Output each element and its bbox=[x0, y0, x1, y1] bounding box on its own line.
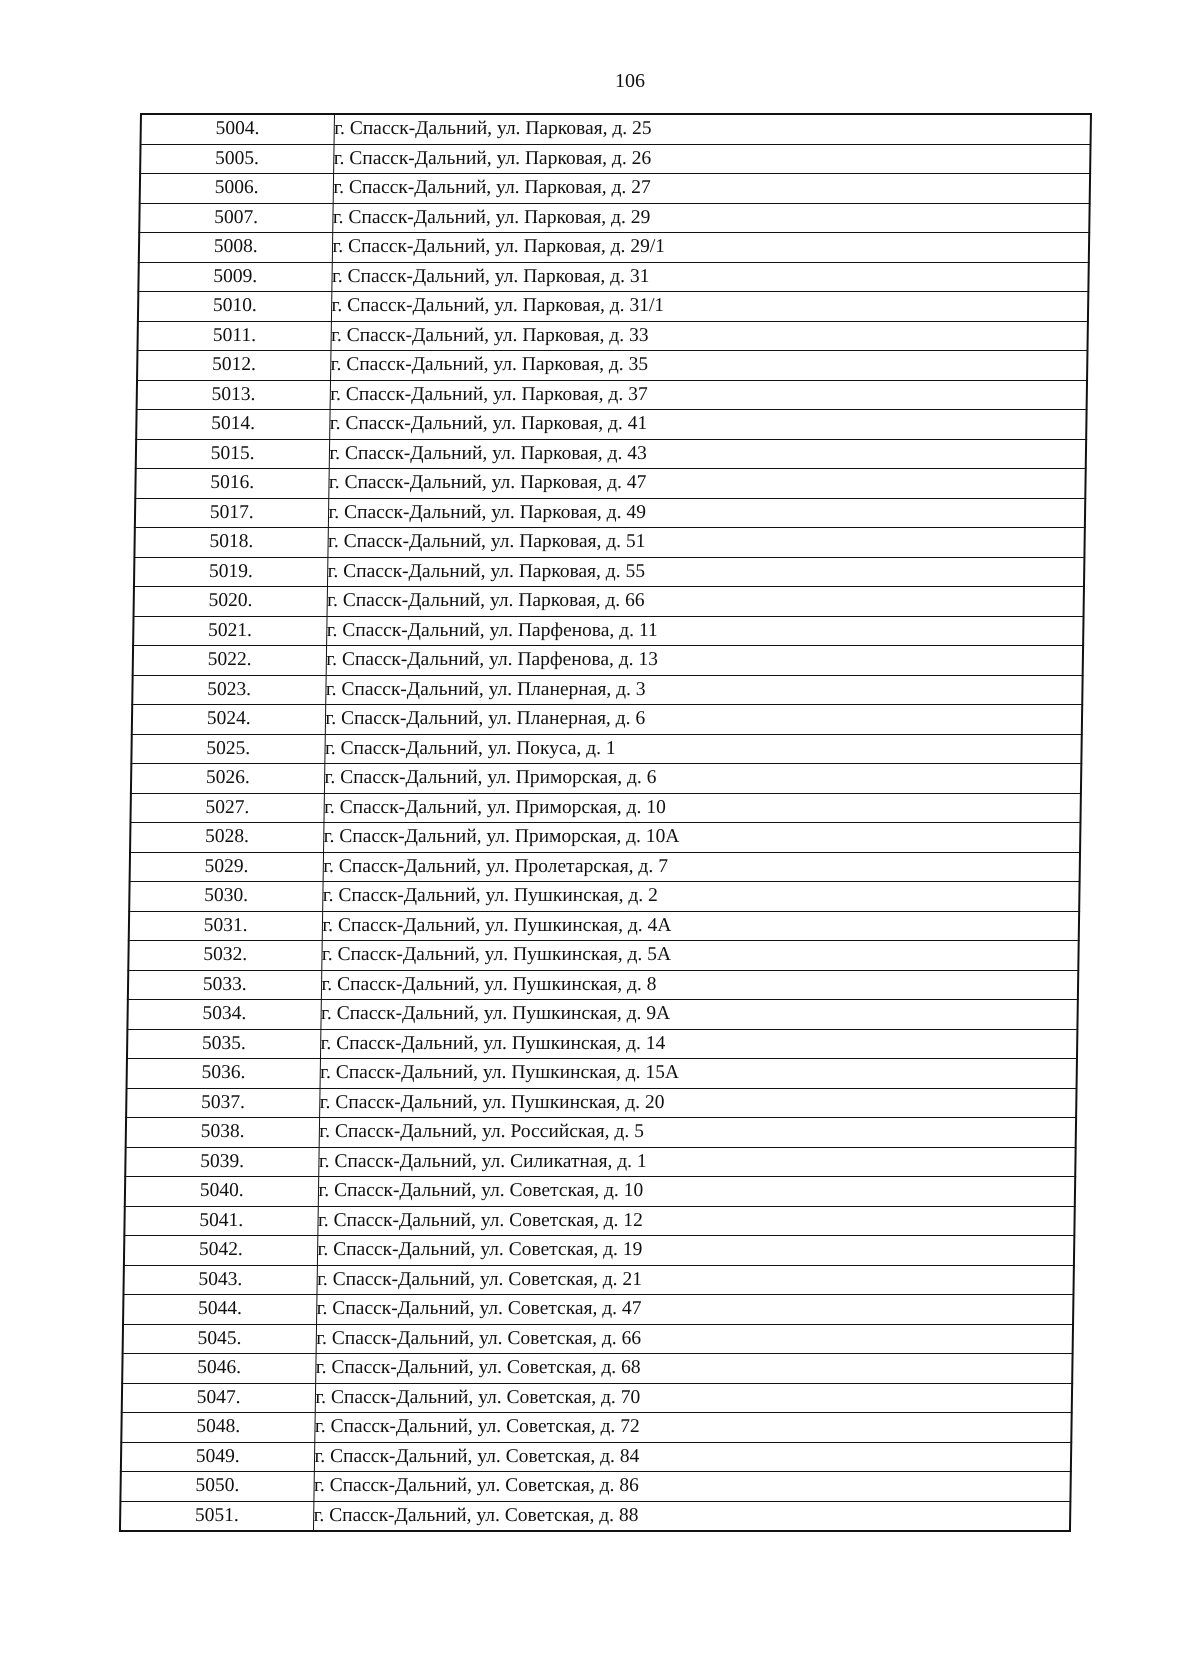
address-cell: г. Спасск-Дальний, ул. Советская, д. 10 bbox=[318, 1177, 1075, 1207]
table-row bbox=[135, 469, 1085, 499]
address-cell: г. Спасск-Дальний, ул. Советская, д. 21 bbox=[316, 1265, 1073, 1295]
address-cell: г. Спасск-Дальний, ул. Планерная, д. 6 bbox=[325, 705, 1082, 735]
address-cell: г. Спасск-Дальний, ул. Парковая, д. 29/1 bbox=[332, 233, 1089, 263]
row-number-cell: 5031. bbox=[129, 911, 322, 941]
table-row bbox=[135, 498, 1085, 528]
row-number-cell: 5024. bbox=[132, 705, 325, 735]
row-number-cell: 5008. bbox=[139, 233, 332, 263]
address-cell: г. Спасск-Дальний, ул. Парковая, д. 26 bbox=[333, 144, 1090, 174]
address-cell: г. Спасск-Дальний, ул. Советская, д. 70 bbox=[315, 1383, 1072, 1413]
row-number-cell: 5007. bbox=[139, 203, 332, 233]
table-row bbox=[127, 1059, 1077, 1089]
row-number-cell: 5011. bbox=[137, 321, 330, 351]
table-row bbox=[136, 439, 1086, 469]
address-cell: г. Спасск-Дальний, ул. Парковая, д. 33 bbox=[330, 321, 1087, 351]
row-number-cell: 5027. bbox=[130, 793, 323, 823]
row-number-cell: 5035. bbox=[127, 1029, 320, 1059]
table-row bbox=[134, 557, 1084, 587]
address-cell: г. Спасск-Дальний, ул. Парковая, д. 51 bbox=[327, 528, 1084, 558]
table-row bbox=[130, 793, 1080, 823]
row-number-cell: 5047. bbox=[122, 1383, 315, 1413]
address-cell: г. Спасск-Дальний, ул. Приморская, д. 6 bbox=[324, 764, 1081, 794]
address-cell: г. Спасск-Дальний, ул. Пушкинская, д. 8 bbox=[321, 970, 1078, 1000]
row-number-cell: 5051. bbox=[120, 1501, 313, 1531]
row-number-cell: 5013. bbox=[137, 380, 330, 410]
row-number-cell: 5014. bbox=[136, 410, 329, 440]
address-cell: г. Спасск-Дальний, ул. Силикатная, д. 1 bbox=[318, 1147, 1075, 1177]
table-row bbox=[137, 351, 1087, 381]
row-number-cell: 5026. bbox=[131, 764, 324, 794]
address-cell: г. Спасск-Дальний, ул. Советская, д. 19 bbox=[317, 1236, 1074, 1266]
address-cell: г. Спасск-Дальний, ул. Российская, д. 5 bbox=[319, 1118, 1076, 1148]
row-number-cell: 5019. bbox=[134, 557, 327, 587]
table-row bbox=[140, 174, 1090, 204]
address-cell: г. Спасск-Дальний, ул. Парковая, д. 37 bbox=[330, 380, 1087, 410]
address-cell: г. Спасск-Дальний, ул. Парковая, д. 27 bbox=[333, 174, 1090, 204]
address-table bbox=[119, 113, 1092, 1532]
address-cell: г. Спасск-Дальний, ул. Пушкинская, д. 2 bbox=[322, 882, 1079, 912]
table-row bbox=[129, 882, 1079, 912]
table-row bbox=[125, 1147, 1075, 1177]
row-number-cell: 5029. bbox=[130, 852, 323, 882]
address-cell: г. Спасск-Дальний, ул. Пушкинская, д. 4А bbox=[322, 911, 1079, 941]
address-cell: г. Спасск-Дальний, ул. Советская, д. 47 bbox=[316, 1295, 1073, 1325]
row-number-cell: 5038. bbox=[126, 1118, 319, 1148]
row-number-cell: 5025. bbox=[131, 734, 324, 764]
row-number-cell: 5048. bbox=[121, 1413, 314, 1443]
table-row bbox=[138, 262, 1088, 292]
table-row bbox=[120, 1472, 1070, 1502]
table-row bbox=[141, 114, 1091, 144]
row-number-cell: 5006. bbox=[140, 174, 333, 204]
table-row bbox=[126, 1088, 1076, 1118]
table-row bbox=[122, 1383, 1072, 1413]
row-number-cell: 5049. bbox=[121, 1442, 314, 1472]
address-cell: г. Спасск-Дальний, ул. Парковая, д. 25 bbox=[334, 114, 1091, 144]
row-number-cell: 5042. bbox=[124, 1236, 317, 1266]
table-row bbox=[121, 1413, 1071, 1443]
table-row bbox=[138, 292, 1088, 322]
address-cell: г. Спасск-Дальний, ул. Пушкинская, д. 5А bbox=[321, 941, 1078, 971]
address-cell: г. Спасск-Дальний, ул. Приморская, д. 10А bbox=[323, 823, 1080, 853]
row-number-cell: 5022. bbox=[133, 646, 326, 676]
address-cell: г. Спасск-Дальний, ул. Парковая, д. 55 bbox=[327, 557, 1084, 587]
address-cell: г. Спасск-Дальний, ул. Советская, д. 72 bbox=[314, 1413, 1071, 1443]
table-row bbox=[134, 528, 1084, 558]
address-cell: г. Спасск-Дальний, ул. Пушкинская, д. 15А bbox=[320, 1059, 1077, 1089]
table-row bbox=[128, 941, 1078, 971]
table-row bbox=[126, 1118, 1076, 1148]
row-number-cell: 5012. bbox=[137, 351, 330, 381]
table-row bbox=[129, 911, 1079, 941]
row-number-cell: 5050. bbox=[120, 1472, 313, 1502]
table-row bbox=[131, 764, 1081, 794]
address-cell: г. Спасск-Дальний, ул. Пушкинская, д. 14 bbox=[320, 1029, 1077, 1059]
row-number-cell: 5005. bbox=[140, 144, 333, 174]
table-sheet bbox=[119, 113, 1090, 1532]
row-number-cell: 5030. bbox=[129, 882, 322, 912]
address-cell: г. Спасск-Дальний, ул. Пушкинская, д. 9А bbox=[320, 1000, 1077, 1030]
row-number-cell: 5037. bbox=[126, 1088, 319, 1118]
table-row bbox=[132, 705, 1082, 735]
row-number-cell: 5004. bbox=[141, 114, 334, 144]
address-cell: г. Спасск-Дальний, ул. Парковая, д. 29 bbox=[332, 203, 1089, 233]
table-row bbox=[127, 1000, 1077, 1030]
table-row bbox=[123, 1295, 1073, 1325]
table-row bbox=[134, 587, 1084, 617]
row-number-cell: 5010. bbox=[138, 292, 331, 322]
address-cell: г. Спасск-Дальний, ул. Пушкинская, д. 20 bbox=[319, 1088, 1076, 1118]
table-body bbox=[120, 114, 1091, 1531]
page-number: 106 bbox=[615, 70, 645, 92]
row-number-cell: 5045. bbox=[123, 1324, 316, 1354]
table-row bbox=[139, 233, 1089, 263]
row-number-cell: 5046. bbox=[122, 1354, 315, 1384]
address-cell: г. Спасск-Дальний, ул. Парковая, д. 49 bbox=[328, 498, 1085, 528]
row-number-cell: 5033. bbox=[128, 970, 321, 1000]
address-cell: г. Спасск-Дальний, ул. Парковая, д. 31 bbox=[331, 262, 1088, 292]
table-row bbox=[137, 380, 1087, 410]
table-row bbox=[139, 203, 1089, 233]
address-cell: г. Спасск-Дальний, ул. Парковая, д. 43 bbox=[329, 439, 1086, 469]
row-number-cell: 5021. bbox=[133, 616, 326, 646]
address-cell: г. Спасск-Дальний, ул. Советская, д. 68 bbox=[315, 1354, 1072, 1384]
table-row bbox=[130, 852, 1080, 882]
address-cell: г. Спасск-Дальний, ул. Советская, д. 86 bbox=[313, 1472, 1070, 1502]
row-number-cell: 5016. bbox=[135, 469, 328, 499]
row-number-cell: 5040. bbox=[125, 1177, 318, 1207]
address-cell: г. Спасск-Дальний, ул. Планерная, д. 3 bbox=[325, 675, 1082, 705]
table-row bbox=[136, 410, 1086, 440]
row-number-cell: 5009. bbox=[138, 262, 331, 292]
row-number-cell: 5018. bbox=[134, 528, 327, 558]
address-cell: г. Спасск-Дальний, ул. Приморская, д. 10 bbox=[323, 793, 1080, 823]
row-number-cell: 5041. bbox=[124, 1206, 317, 1236]
table-row bbox=[133, 616, 1083, 646]
address-cell: г. Спасск-Дальний, ул. Советская, д. 84 bbox=[314, 1442, 1071, 1472]
row-number-cell: 5020. bbox=[134, 587, 327, 617]
address-cell: г. Спасск-Дальний, ул. Парковая, д. 47 bbox=[328, 469, 1085, 499]
row-number-cell: 5017. bbox=[135, 498, 328, 528]
row-number-cell: 5034. bbox=[127, 1000, 320, 1030]
table-row bbox=[121, 1442, 1071, 1472]
address-cell: г. Спасск-Дальний, ул. Парковая, д. 66 bbox=[327, 587, 1084, 617]
table-row bbox=[120, 1501, 1070, 1531]
row-number-cell: 5036. bbox=[127, 1059, 320, 1089]
row-number-cell: 5015. bbox=[136, 439, 329, 469]
row-number-cell: 5023. bbox=[132, 675, 325, 705]
table-row bbox=[127, 1029, 1077, 1059]
table-row bbox=[140, 144, 1090, 174]
table-row bbox=[123, 1324, 1073, 1354]
address-cell: г. Спасск-Дальний, ул. Пролетарская, д. 7 bbox=[323, 852, 1080, 882]
address-cell: г. Спасск-Дальний, ул. Советская, д. 66 bbox=[316, 1324, 1073, 1354]
table-row bbox=[124, 1206, 1074, 1236]
table-row bbox=[125, 1177, 1075, 1207]
row-number-cell: 5032. bbox=[128, 941, 321, 971]
address-cell: г. Спасск-Дальний, ул. Покуса, д. 1 bbox=[324, 734, 1081, 764]
address-cell: г. Спасск-Дальний, ул. Советская, д. 12 bbox=[317, 1206, 1074, 1236]
address-cell: г. Спасск-Дальний, ул. Парфенова, д. 13 bbox=[326, 646, 1083, 676]
table-row bbox=[133, 646, 1083, 676]
address-cell: г. Спасск-Дальний, ул. Парковая, д. 41 bbox=[329, 410, 1086, 440]
address-cell: г. Спасск-Дальний, ул. Парковая, д. 31/1 bbox=[331, 292, 1088, 322]
table-row bbox=[131, 734, 1081, 764]
table-row bbox=[132, 675, 1082, 705]
table-row bbox=[130, 823, 1080, 853]
row-number-cell: 5028. bbox=[130, 823, 323, 853]
table-row bbox=[124, 1236, 1074, 1266]
row-number-cell: 5044. bbox=[123, 1295, 316, 1325]
address-cell: г. Спасск-Дальний, ул. Парковая, д. 35 bbox=[330, 351, 1087, 381]
row-number-cell: 5043. bbox=[123, 1265, 316, 1295]
table-row bbox=[122, 1354, 1072, 1384]
address-cell: г. Спасск-Дальний, ул. Парфенова, д. 11 bbox=[326, 616, 1083, 646]
table-row bbox=[123, 1265, 1073, 1295]
table-row bbox=[128, 970, 1078, 1000]
row-number-cell: 5039. bbox=[125, 1147, 318, 1177]
address-cell: г. Спасск-Дальний, ул. Советская, д. 88 bbox=[313, 1501, 1070, 1531]
table-row bbox=[137, 321, 1087, 351]
